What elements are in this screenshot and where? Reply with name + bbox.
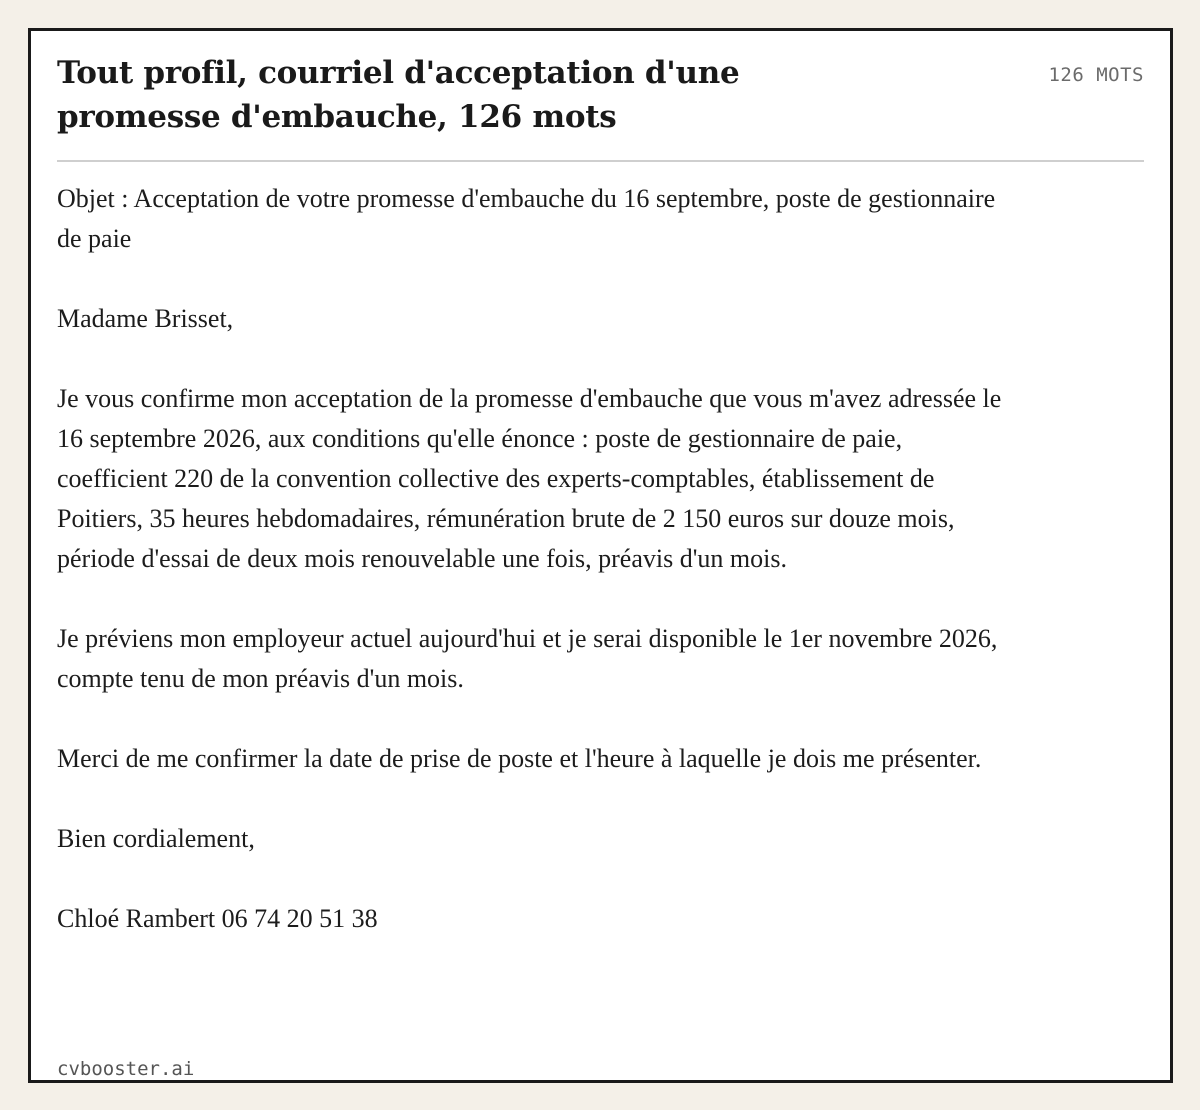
letter-paragraph-request: Merci de me confirmer la date de prise de poste et l'heure à laquelle je dois me présenter. [57, 744, 982, 773]
letter-subject: Objet : Acceptation de votre promesse d'embauche du 16 septembre, poste de gestionnaire de paie [57, 184, 996, 253]
letter-closing: Bien cordialement, [57, 824, 255, 853]
letter-header [57, 51, 1144, 161]
word-count-badge: 126 MOTS [1048, 64, 1144, 86]
letter-paragraph-acceptance: Je vous confirme mon acceptation de la promesse d'embauche que vous m'avez adressée le 16 septembre 2026, aux conditions qu'elle énonce : poste de gestionnaire de paie, coefficient 220 de la convention collective des experts-comptables, établissement de Poitiers, 35 heures hebdomadaires, rémunération brute de 2 150 euros sur douze mois, période d'essai de deux mois renouvelable une fois, préavis d'un mois. [57, 384, 1002, 573]
letter-signature: Chloé Rambert 06 74 20 51 38 [57, 904, 378, 933]
letter-paragraph-availability: Je préviens mon employeur actuel aujourd'hui et je serai disponible le 1er novembre 2026, compte tenu de mon préavis d'un mois. [57, 624, 998, 693]
letter-salutation: Madame Brisset, [57, 304, 234, 333]
letter-card [28, 28, 1173, 1083]
page-title: Tout profil, courriel d'acceptation d'une promesse d'embauche, 126 mots [57, 55, 740, 135]
letter-body [57, 179, 1017, 939]
footer-brand: cvbooster.ai [57, 1058, 195, 1080]
header-divider [57, 160, 1144, 162]
